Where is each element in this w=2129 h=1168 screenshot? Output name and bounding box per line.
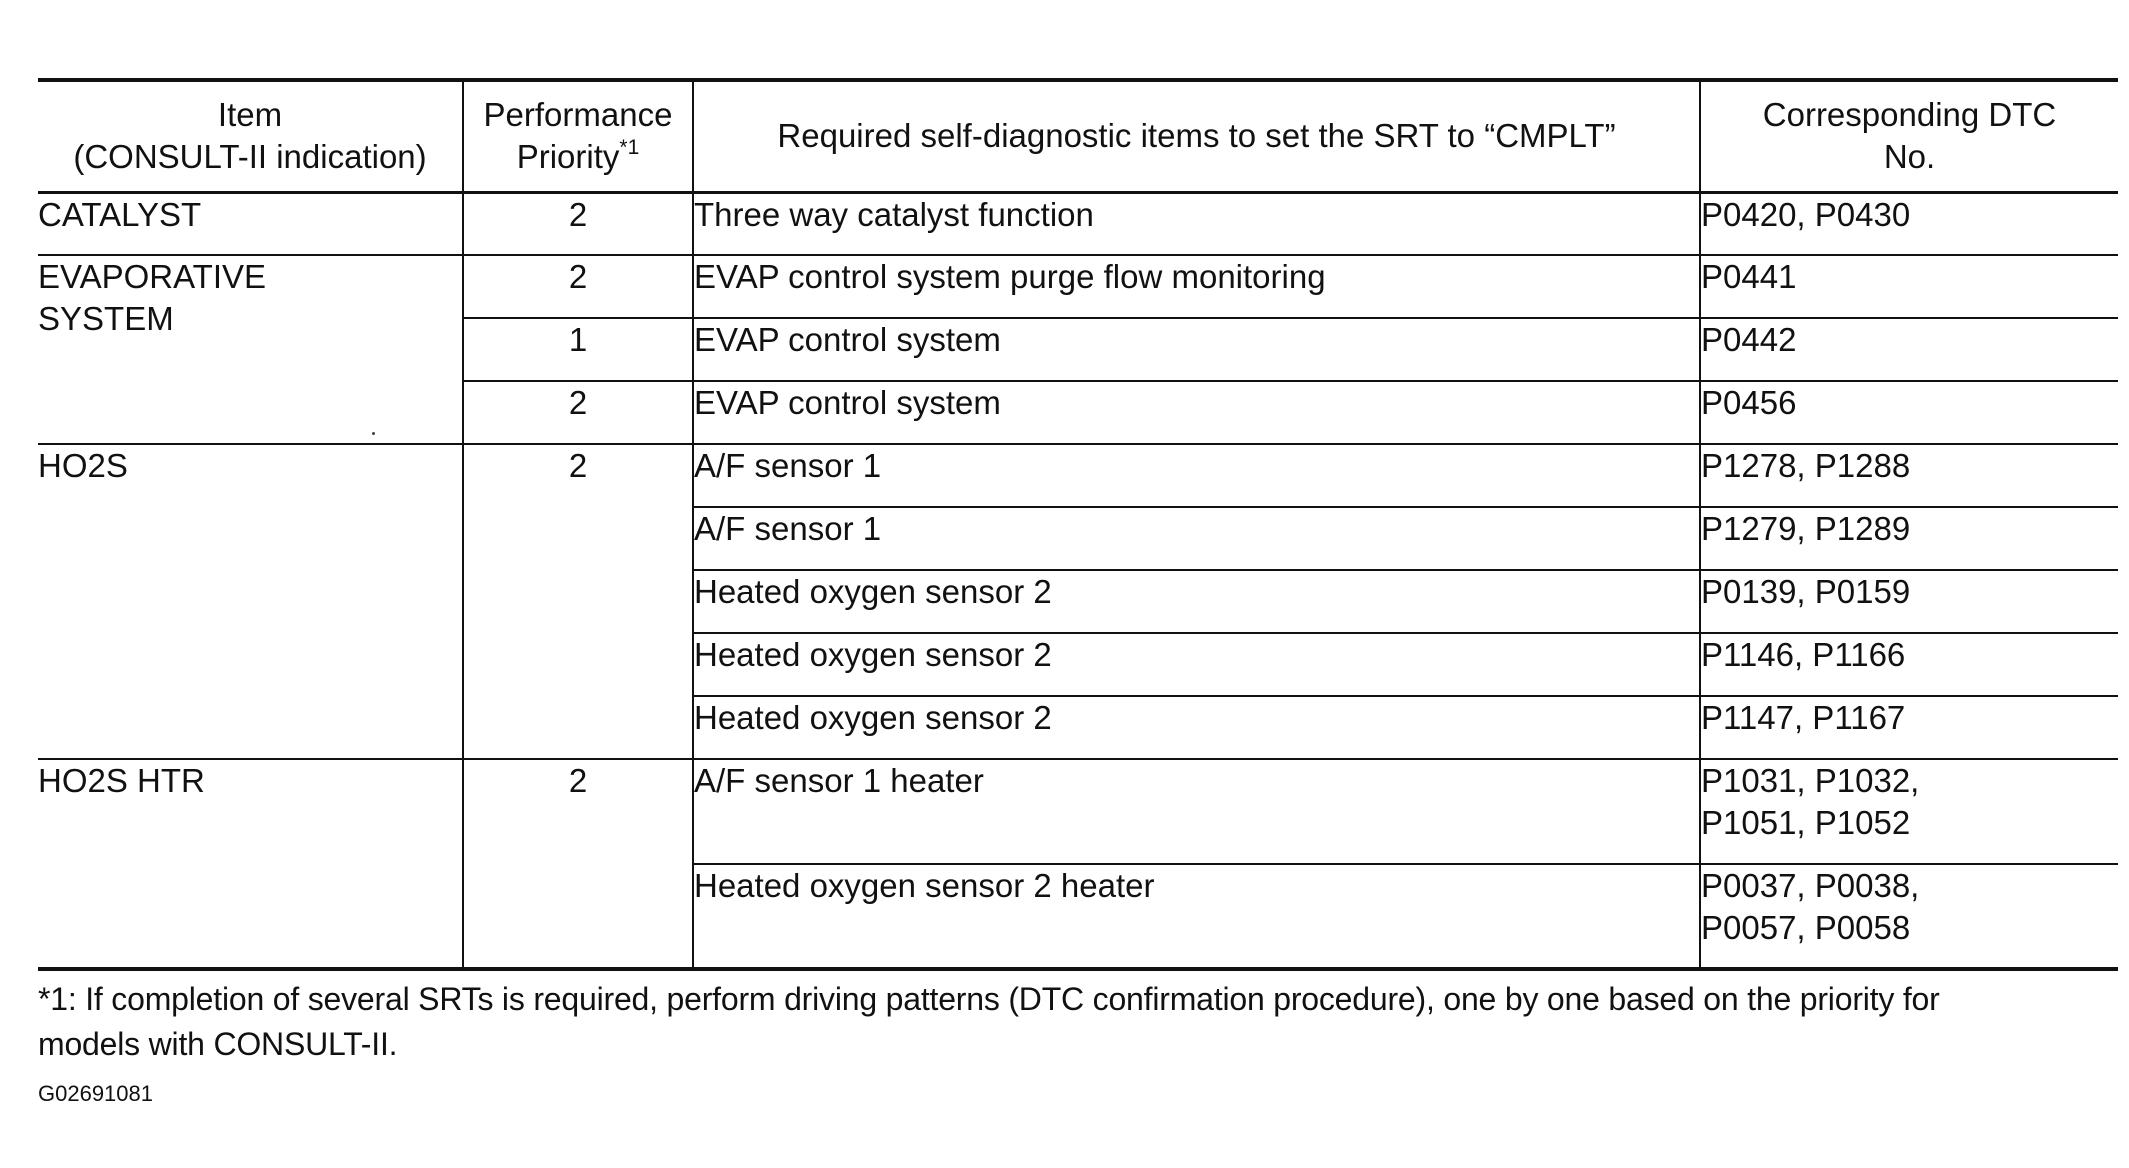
dtc-cell: P1278, P1288 — [1700, 444, 2118, 507]
table-row — [38, 192, 2118, 255]
dtc-cell: P0456 — [1700, 381, 2118, 444]
diag-cell: Heated oxygen sensor 2 — [693, 633, 1700, 696]
dtc-cell: P0420, P0430 — [1700, 192, 2118, 255]
diag-cell: Heated oxygen sensor 2 — [693, 696, 1700, 759]
dtc-cell: P1147, P1167 — [1700, 696, 2118, 759]
priority-cell: 2 — [463, 381, 693, 444]
srt-table — [38, 78, 2118, 971]
srt-document — [38, 78, 2118, 1107]
dtc-cell: P1279, P1289 — [1700, 507, 2118, 570]
dtc-cell: P0442 — [1700, 318, 2118, 381]
table-row — [38, 255, 2118, 318]
diag-cell: EVAP control system — [693, 381, 1700, 444]
item-cell-ho2s: HO2S — [38, 444, 463, 759]
dtc-cell: P0441 — [1700, 255, 2118, 318]
table-row — [38, 759, 2118, 864]
figure-id: G02691081 — [38, 1081, 153, 1106]
priority-cell: 1 — [463, 318, 693, 381]
header-dtc: Corresponding DTC No. — [1700, 80, 2118, 192]
header-item: Item (CONSULT-II indication) — [38, 80, 463, 192]
priority-cell: 2 — [463, 255, 693, 318]
diag-cell: EVAP control system — [693, 318, 1700, 381]
priority-cell: 2 — [463, 444, 693, 759]
diag-cell: A/F sensor 1 — [693, 444, 1700, 507]
diag-cell: Three way catalyst function — [693, 192, 1700, 255]
item-cell-ho2s-htr: HO2S HTR — [38, 759, 463, 969]
diag-cell: A/F sensor 1 heater — [693, 759, 1700, 864]
priority-cell: 2 — [463, 759, 693, 969]
dtc-cell: P1031, P1032, P1051, P1052 — [1700, 759, 2118, 864]
table-row — [38, 444, 2118, 507]
item-cell-catalyst: CATALYST — [38, 192, 463, 255]
diag-cell: A/F sensor 1 — [693, 507, 1700, 570]
priority-cell: 2 — [463, 192, 693, 255]
diag-cell: Heated oxygen sensor 2 — [693, 570, 1700, 633]
diag-cell: Heated oxygen sensor 2 heater — [693, 864, 1700, 969]
dtc-cell: P0037, P0038, P0057, P0058 — [1700, 864, 2118, 969]
footnote: *1: If completion of several SRTs is required, perform driving patterns (DTC confirmation procedure), one by one based on the priority for models with CONSULT-II. — [38, 981, 1940, 1062]
item-cell-evaporative-system: EVAPORATIVE SYSTEM — [38, 255, 463, 444]
dtc-cell: P0139, P0159 — [1700, 570, 2118, 633]
table-header-row — [38, 80, 2118, 192]
header-priority: Performance Priority$^{*1}$ — [463, 80, 693, 192]
footnote-marker: *1 — [619, 136, 640, 160]
scan-speck — [372, 432, 375, 435]
diag-cell: EVAP control system purge flow monitoring — [693, 255, 1700, 318]
header-diag: Required self-diagnostic items to set the SRT to “CMPLT” — [693, 80, 1700, 192]
dtc-cell: P1146, P1166 — [1700, 633, 2118, 696]
